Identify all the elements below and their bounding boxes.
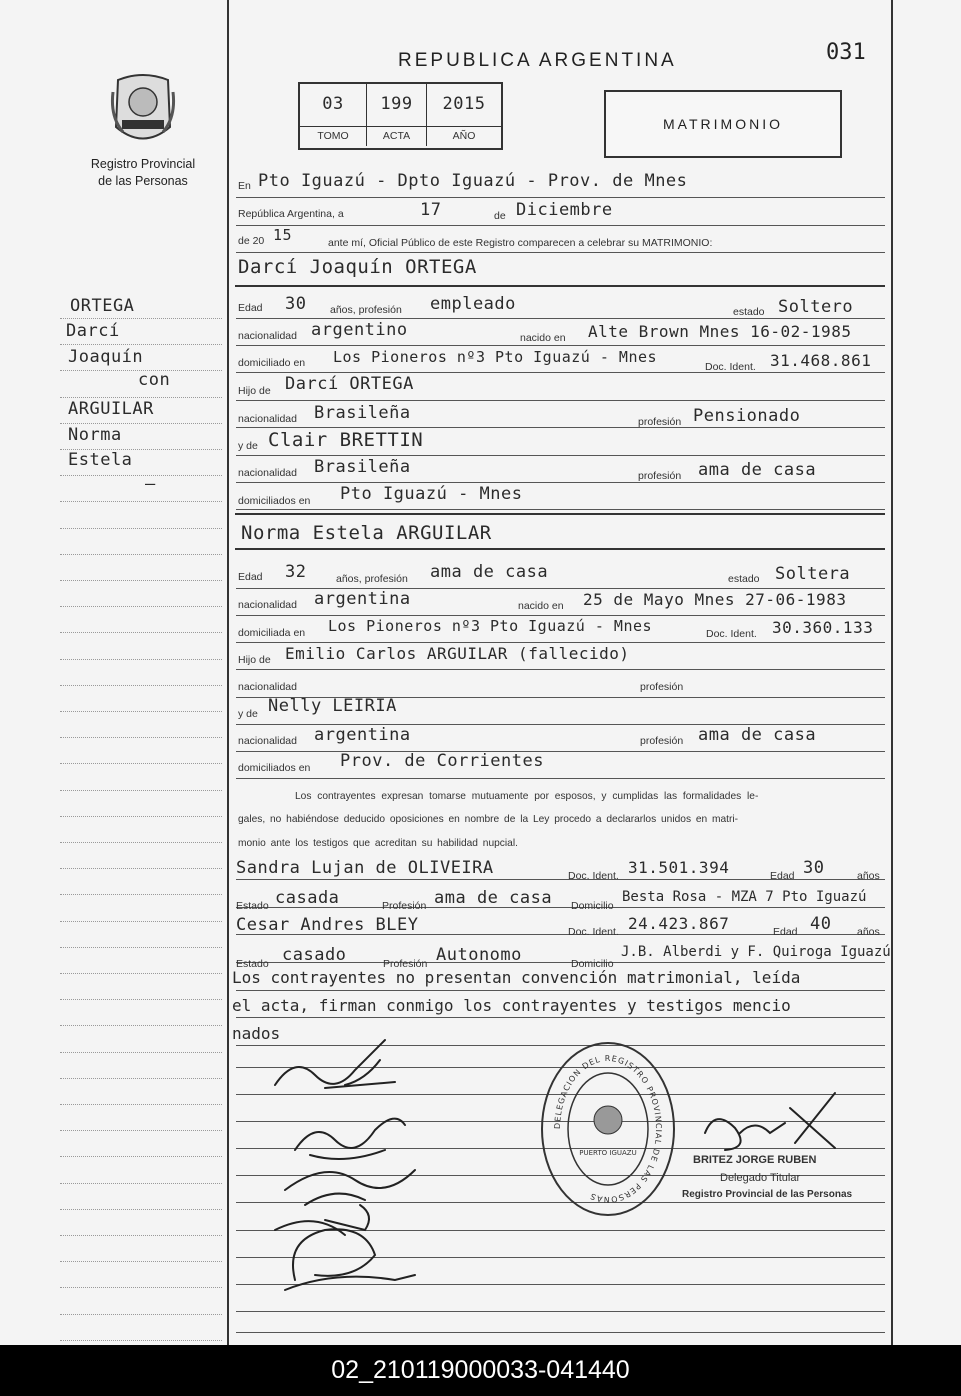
groom-mother-prof-label: profesión	[638, 470, 682, 482]
place-value: Pto Iguazú - Dpto Iguazú - Prov. de Mnes	[258, 171, 688, 191]
month-value: Diciembre	[516, 200, 613, 220]
tomo-value: 03	[322, 94, 344, 114]
margin-ruled-line	[60, 475, 222, 476]
margin-ruled-line	[60, 606, 222, 607]
groom-name: Darcí Joaquín ORTEGA	[238, 256, 477, 278]
main-ruled-line	[236, 427, 885, 428]
margin-ruled-line	[60, 1314, 222, 1315]
notes-line-2: el acta, firman conmigo los contrayentes y testigos mencio	[232, 996, 791, 1015]
bride-nacido: 25 de Mayo Mnes 27-06-1983	[583, 590, 847, 609]
margin-ruled-line	[60, 1104, 222, 1105]
anio-value: 2015	[442, 94, 486, 114]
margin-ruled-line	[60, 973, 222, 974]
groom-hijo-label: Hijo de	[238, 385, 271, 397]
registry-name-line2: de las Personas	[98, 174, 188, 188]
groom-parents-dom: Pto Iguazú - Mnes	[340, 484, 523, 504]
witness-1-edad: 30	[803, 858, 825, 878]
groom-parents-dom-label: domiciliados en	[238, 495, 311, 507]
official-signature	[695, 1088, 845, 1158]
bride-section-top-separator	[235, 513, 885, 515]
bride-nacionalidad-label: nacionalidad	[238, 599, 297, 611]
margin-ruled-line	[60, 632, 222, 633]
witness-2-domicilio-label: Domicilio	[571, 958, 614, 970]
registry-name-line1: Registro Provincial	[90, 157, 196, 171]
main-ruled-line	[236, 455, 885, 456]
groom-father-nac: Brasileña	[314, 403, 411, 423]
margin-ruled-line	[60, 790, 222, 791]
groom-nacionalidad-label: nacionalidad	[238, 330, 297, 342]
witness-1-anios-label: años	[857, 870, 880, 882]
day-value: 17	[420, 200, 442, 220]
main-ruled-line	[236, 778, 885, 779]
bride-mother-prof-label: profesión	[640, 735, 684, 747]
witness-2-estado: casado	[282, 945, 347, 965]
margin-ruled-line	[60, 1078, 222, 1079]
notes-line-3: nados	[232, 1024, 281, 1043]
margin-ruled-line	[60, 528, 222, 529]
witness-2-profesion: Autonomo	[436, 945, 522, 965]
margin-ruled-line	[60, 737, 222, 738]
groom-profesion: empleado	[430, 294, 516, 314]
margin-name-line: Norma	[68, 425, 122, 445]
tomo-label: TOMO	[300, 127, 367, 146]
margin-ruled-line	[60, 894, 222, 895]
main-ruled-line	[236, 197, 885, 198]
main-ruled-line	[236, 252, 885, 253]
witness-2-anios-label: años	[857, 926, 880, 938]
groom-estado: Soltero	[778, 297, 854, 317]
groom-edad: 30	[285, 294, 307, 314]
witness-2-edad: 40	[810, 914, 832, 934]
stamp-inner-text: PUERTO IGUAZU	[579, 1149, 637, 1157]
acta-label: ACTA	[367, 127, 427, 146]
witness-2-edad-label: Edad	[773, 926, 798, 938]
groom-mother-nac-label: nacionalidad	[238, 467, 297, 479]
margin-ruled-line	[60, 318, 222, 319]
groom-domicilio: Los Pioneros nº3 Pto Iguazú - Mnes	[333, 348, 658, 366]
bride-parents-dom-label: domiciliados en	[238, 762, 311, 774]
margin-dash: —	[145, 474, 156, 494]
bride-father-nac-label: nacionalidad	[238, 681, 297, 693]
margin-ruled-line	[60, 659, 222, 660]
witness-2-domicilio: J.B. Alberdi y F. Quiroga Iguazú	[621, 944, 891, 960]
bride-parents-dom: Prov. de Corrientes	[340, 751, 544, 771]
main-ruled-line	[236, 669, 885, 670]
declaration-line-1: Los contrayentes expresan tomarse mutuamente por esposos, y cumplidas las formalidades le-	[295, 791, 759, 802]
margin-ruled-line	[60, 1025, 222, 1026]
right-border-line	[891, 0, 893, 1345]
margin-name-line: ORTEGA	[70, 296, 135, 316]
main-ruled-line	[236, 225, 885, 226]
margin-ruled-line	[60, 344, 222, 345]
page-number: 031	[826, 40, 866, 65]
bride-anios-profesion-label: años, profesión	[336, 573, 408, 585]
groom-doc: 31.468.861	[770, 351, 872, 370]
margin-ruled-line	[60, 685, 222, 686]
registry-stamp	[538, 1040, 678, 1218]
margin-ruled-line	[60, 1235, 222, 1236]
bride-estado: Soltera	[775, 564, 851, 584]
margin-ruled-line	[60, 1183, 222, 1184]
witness-1-domicilio: Besta Rosa - MZA 7 Pto Iguazú	[622, 889, 867, 905]
margin-name-line: Estela	[68, 450, 133, 470]
witness-2-profesion-label: Profesión	[383, 958, 428, 970]
witness-1-doc: 31.501.394	[628, 858, 730, 877]
groom-father-prof: Pensionado	[693, 406, 801, 426]
groom-nacido: Alte Brown Mnes 16-02-1985	[588, 322, 852, 341]
witness-1-domicilio-label: Domicilio	[571, 900, 614, 912]
groom-edad-label: Edad	[238, 302, 263, 314]
margin-ruled-line	[60, 1156, 222, 1157]
official-office: Registro Provincial de las Personas	[682, 1189, 853, 1200]
bride-estado-label: estado	[728, 573, 760, 585]
main-ruled-line	[236, 751, 885, 752]
witness-1-estado: casada	[275, 888, 340, 908]
main-ruled-line	[236, 372, 885, 373]
bride-name: Norma Estela ARGUILAR	[241, 522, 492, 544]
bride-doc-label: Doc. Ident.	[706, 628, 757, 640]
main-ruled-line	[236, 642, 885, 643]
groom-mother: Clair BRETTIN	[268, 429, 424, 451]
witness-1-doc-label: Doc. Ident.	[568, 870, 619, 882]
groom-nacionalidad: argentino	[311, 320, 408, 340]
en-label: En	[238, 180, 251, 192]
document-type-box	[604, 90, 842, 158]
margin-ruled-line	[60, 763, 222, 764]
margin-ruled-line	[60, 1287, 222, 1288]
margin-ruled-line	[60, 1052, 222, 1053]
groom-father-prof-label: profesión	[638, 416, 682, 428]
bride-profesion: ama de casa	[430, 562, 549, 582]
bride-mother-prof: ama de casa	[698, 725, 817, 745]
margin-name-line: Darcí	[66, 321, 120, 341]
groom-nacido-label: nacido en	[520, 332, 566, 344]
groom-section-separator	[235, 285, 885, 287]
republica-label: República Argentina, a	[238, 208, 344, 220]
de-label: de	[494, 210, 506, 222]
main-ruled-line	[236, 615, 885, 616]
witness-1-estado-label: Estado	[236, 900, 269, 912]
groom-yde-label: y de	[238, 440, 258, 452]
declaration-line-3: monio ante los testigos que acreditan su habilidad nupcial.	[238, 838, 518, 849]
margin-ruled-line	[60, 711, 222, 712]
main-ruled-line	[236, 482, 885, 483]
margin-name-line: ARGUILAR	[68, 399, 154, 419]
bride-doc: 30.360.133	[772, 618, 874, 637]
margin-ruled-line	[60, 816, 222, 817]
margin-name-line: Joaquín	[68, 347, 144, 367]
witness-1-profesion-label: Profesión	[382, 900, 427, 912]
margin-ruled-line	[60, 999, 222, 1000]
margin-ruled-line	[60, 580, 222, 581]
groom-mother-nac: Brasileña	[314, 457, 411, 477]
comparecen-text: ante mí, Oficial Público de este Registro comparecen a celebrar su MATRIMONIO:	[328, 237, 713, 249]
official-name: BRITEZ JORGE RUBEN	[693, 1154, 817, 1166]
margin-ruled-line	[60, 423, 222, 424]
groom-father-nac-label: nacionalidad	[238, 413, 297, 425]
bride-father: Emilio Carlos ARGUILAR (fallecido)	[285, 644, 630, 663]
bride-father-prof-label: profesión	[640, 681, 684, 693]
margin-name-line: con	[138, 370, 171, 390]
stamp-ring-text: DELEGACION DEL REGISTRO PROVINCIAL DE LAS PERSONAS	[552, 1053, 664, 1205]
main-ruled-line	[236, 509, 885, 510]
margin-ruled-line	[60, 554, 222, 555]
witness-1-edad-label: Edad	[770, 870, 795, 882]
margin-ruled-line	[60, 1261, 222, 1262]
anio-label: AÑO	[452, 130, 476, 142]
bride-hijo-label: Hijo de	[238, 654, 271, 666]
scan-footer-id: 02_210119000033-041440	[0, 1345, 961, 1396]
country-title: REPUBLICA ARGENTINA	[398, 50, 677, 71]
bride-domicilio: Los Pioneros nº3 Pto Iguazú - Mnes	[328, 617, 653, 635]
bride-edad-label: Edad	[238, 571, 263, 583]
bride-edad: 32	[285, 562, 307, 582]
year-suffix: 15	[273, 226, 293, 244]
main-ruled-line	[236, 318, 885, 319]
groom-doc-label: Doc. Ident.	[705, 361, 756, 373]
witness-2-estado-label: Estado	[236, 958, 269, 970]
bride-mother-nac-label: nacionalidad	[238, 735, 297, 747]
margin-ruled-line	[60, 868, 222, 869]
bride-section-separator	[235, 548, 885, 550]
main-ruled-line	[236, 345, 885, 346]
bride-mother-nac: argentina	[314, 725, 411, 745]
witness-2-doc-label: Doc. Ident.	[568, 926, 619, 938]
bride-yde-label: y de	[238, 708, 258, 720]
margin-ruled-line	[60, 921, 222, 922]
bride-nacido-label: nacido en	[518, 600, 564, 612]
margin-ruled-line	[60, 397, 222, 398]
main-ruled-line	[236, 1332, 885, 1333]
provincial-emblem-logo	[108, 72, 178, 152]
bride-domiciliado-label: domiciliada en	[238, 627, 306, 639]
witness-1-name: Sandra Lujan de OLIVEIRA	[236, 858, 494, 878]
margin-ruled-line	[60, 1340, 222, 1341]
margin-divider-line	[227, 0, 229, 1345]
groom-father: Darcí ORTEGA	[285, 374, 414, 394]
notes-line-1: Los contrayentes no presentan convención matrimonial, leída	[232, 968, 801, 987]
declaration-line-2: gales, no habiéndose deducido oposiciones en nombre de la Ley procedo a declararlos unidos en matri-	[238, 814, 739, 825]
main-ruled-line	[236, 990, 885, 991]
margin-ruled-line	[60, 1209, 222, 1210]
bride-mother: Nelly LEIRIA	[268, 696, 397, 716]
margin-ruled-line	[60, 842, 222, 843]
witness-1-profesion: ama de casa	[434, 888, 553, 908]
groom-estado-label: estado	[733, 306, 765, 318]
main-ruled-line	[236, 400, 885, 401]
margin-ruled-line	[60, 1130, 222, 1131]
document-type-label: MATRIMONIO	[663, 116, 783, 132]
official-title: Delegado Titular	[720, 1172, 801, 1184]
witness-2-name: Cesar Andres BLEY	[236, 915, 419, 935]
signatures-group	[255, 1030, 455, 1320]
witness-2-doc: 24.423.867	[628, 914, 730, 933]
margin-ruled-line	[60, 947, 222, 948]
bride-nacionalidad: argentina	[314, 589, 411, 609]
groom-mother-prof: ama de casa	[698, 460, 817, 480]
acta-value: 199	[380, 94, 413, 114]
main-ruled-line	[236, 1017, 885, 1018]
groom-anios-profesion-label: años, profesión	[330, 304, 402, 316]
record-number-table	[298, 82, 503, 150]
groom-domiciliado-label: domiciliado en	[238, 357, 306, 369]
year-prefix: de 20	[238, 235, 265, 247]
margin-ruled-line	[60, 501, 222, 502]
